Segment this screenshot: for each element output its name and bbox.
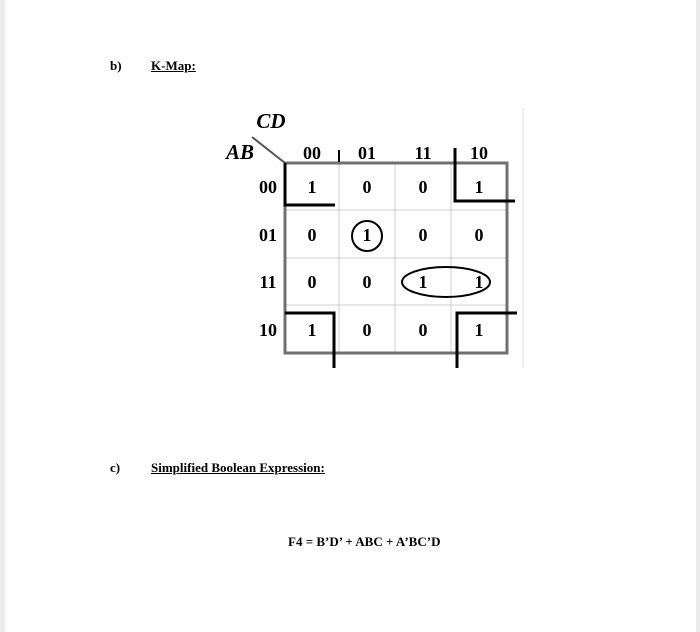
row-label: 10: [259, 320, 277, 340]
kmap-cell: 1: [362, 225, 372, 245]
col-label: 11: [414, 143, 432, 163]
col-label: 01: [358, 143, 376, 163]
section-b-title: K-Map:: [151, 58, 196, 73]
kmap-cell: 0: [418, 177, 428, 197]
kmap-cell: 0: [362, 320, 372, 340]
row-label: 11: [259, 272, 277, 292]
col-label: 00: [303, 143, 321, 163]
kmap-cell: 1: [474, 320, 484, 340]
kmap-cell: 0: [418, 320, 428, 340]
kmap-cell: 0: [307, 272, 317, 292]
row-label: 00: [259, 177, 277, 197]
kmap-cell: 0: [418, 225, 428, 245]
kmap-cell: 0: [362, 272, 372, 292]
section-c-title: Simplified Boolean Expression:: [151, 460, 325, 475]
kmap-cell: 0: [307, 225, 317, 245]
kmap-cell: 0: [474, 225, 484, 245]
row-var-label: AB: [225, 140, 255, 164]
section-b-marker: b): [110, 58, 122, 73]
col-label: 10: [470, 143, 488, 163]
kmap-cell: 1: [474, 272, 484, 292]
kmap-cell: 1: [418, 272, 428, 292]
col-var-label: CD: [256, 109, 286, 133]
boolean-expression: F4 = B’D’ + ABC + A’BC’D: [288, 534, 441, 549]
kmap-cell: 1: [474, 177, 484, 197]
kmap-cell: 1: [307, 177, 317, 197]
kmap-cell: 0: [362, 177, 372, 197]
row-labels: [259, 177, 277, 340]
col-labels: [303, 143, 488, 163]
header-diagonal: [252, 137, 285, 163]
row-label: 01: [259, 225, 277, 245]
section-c-marker: c): [110, 460, 121, 475]
kmap-cell: 1: [307, 320, 317, 340]
